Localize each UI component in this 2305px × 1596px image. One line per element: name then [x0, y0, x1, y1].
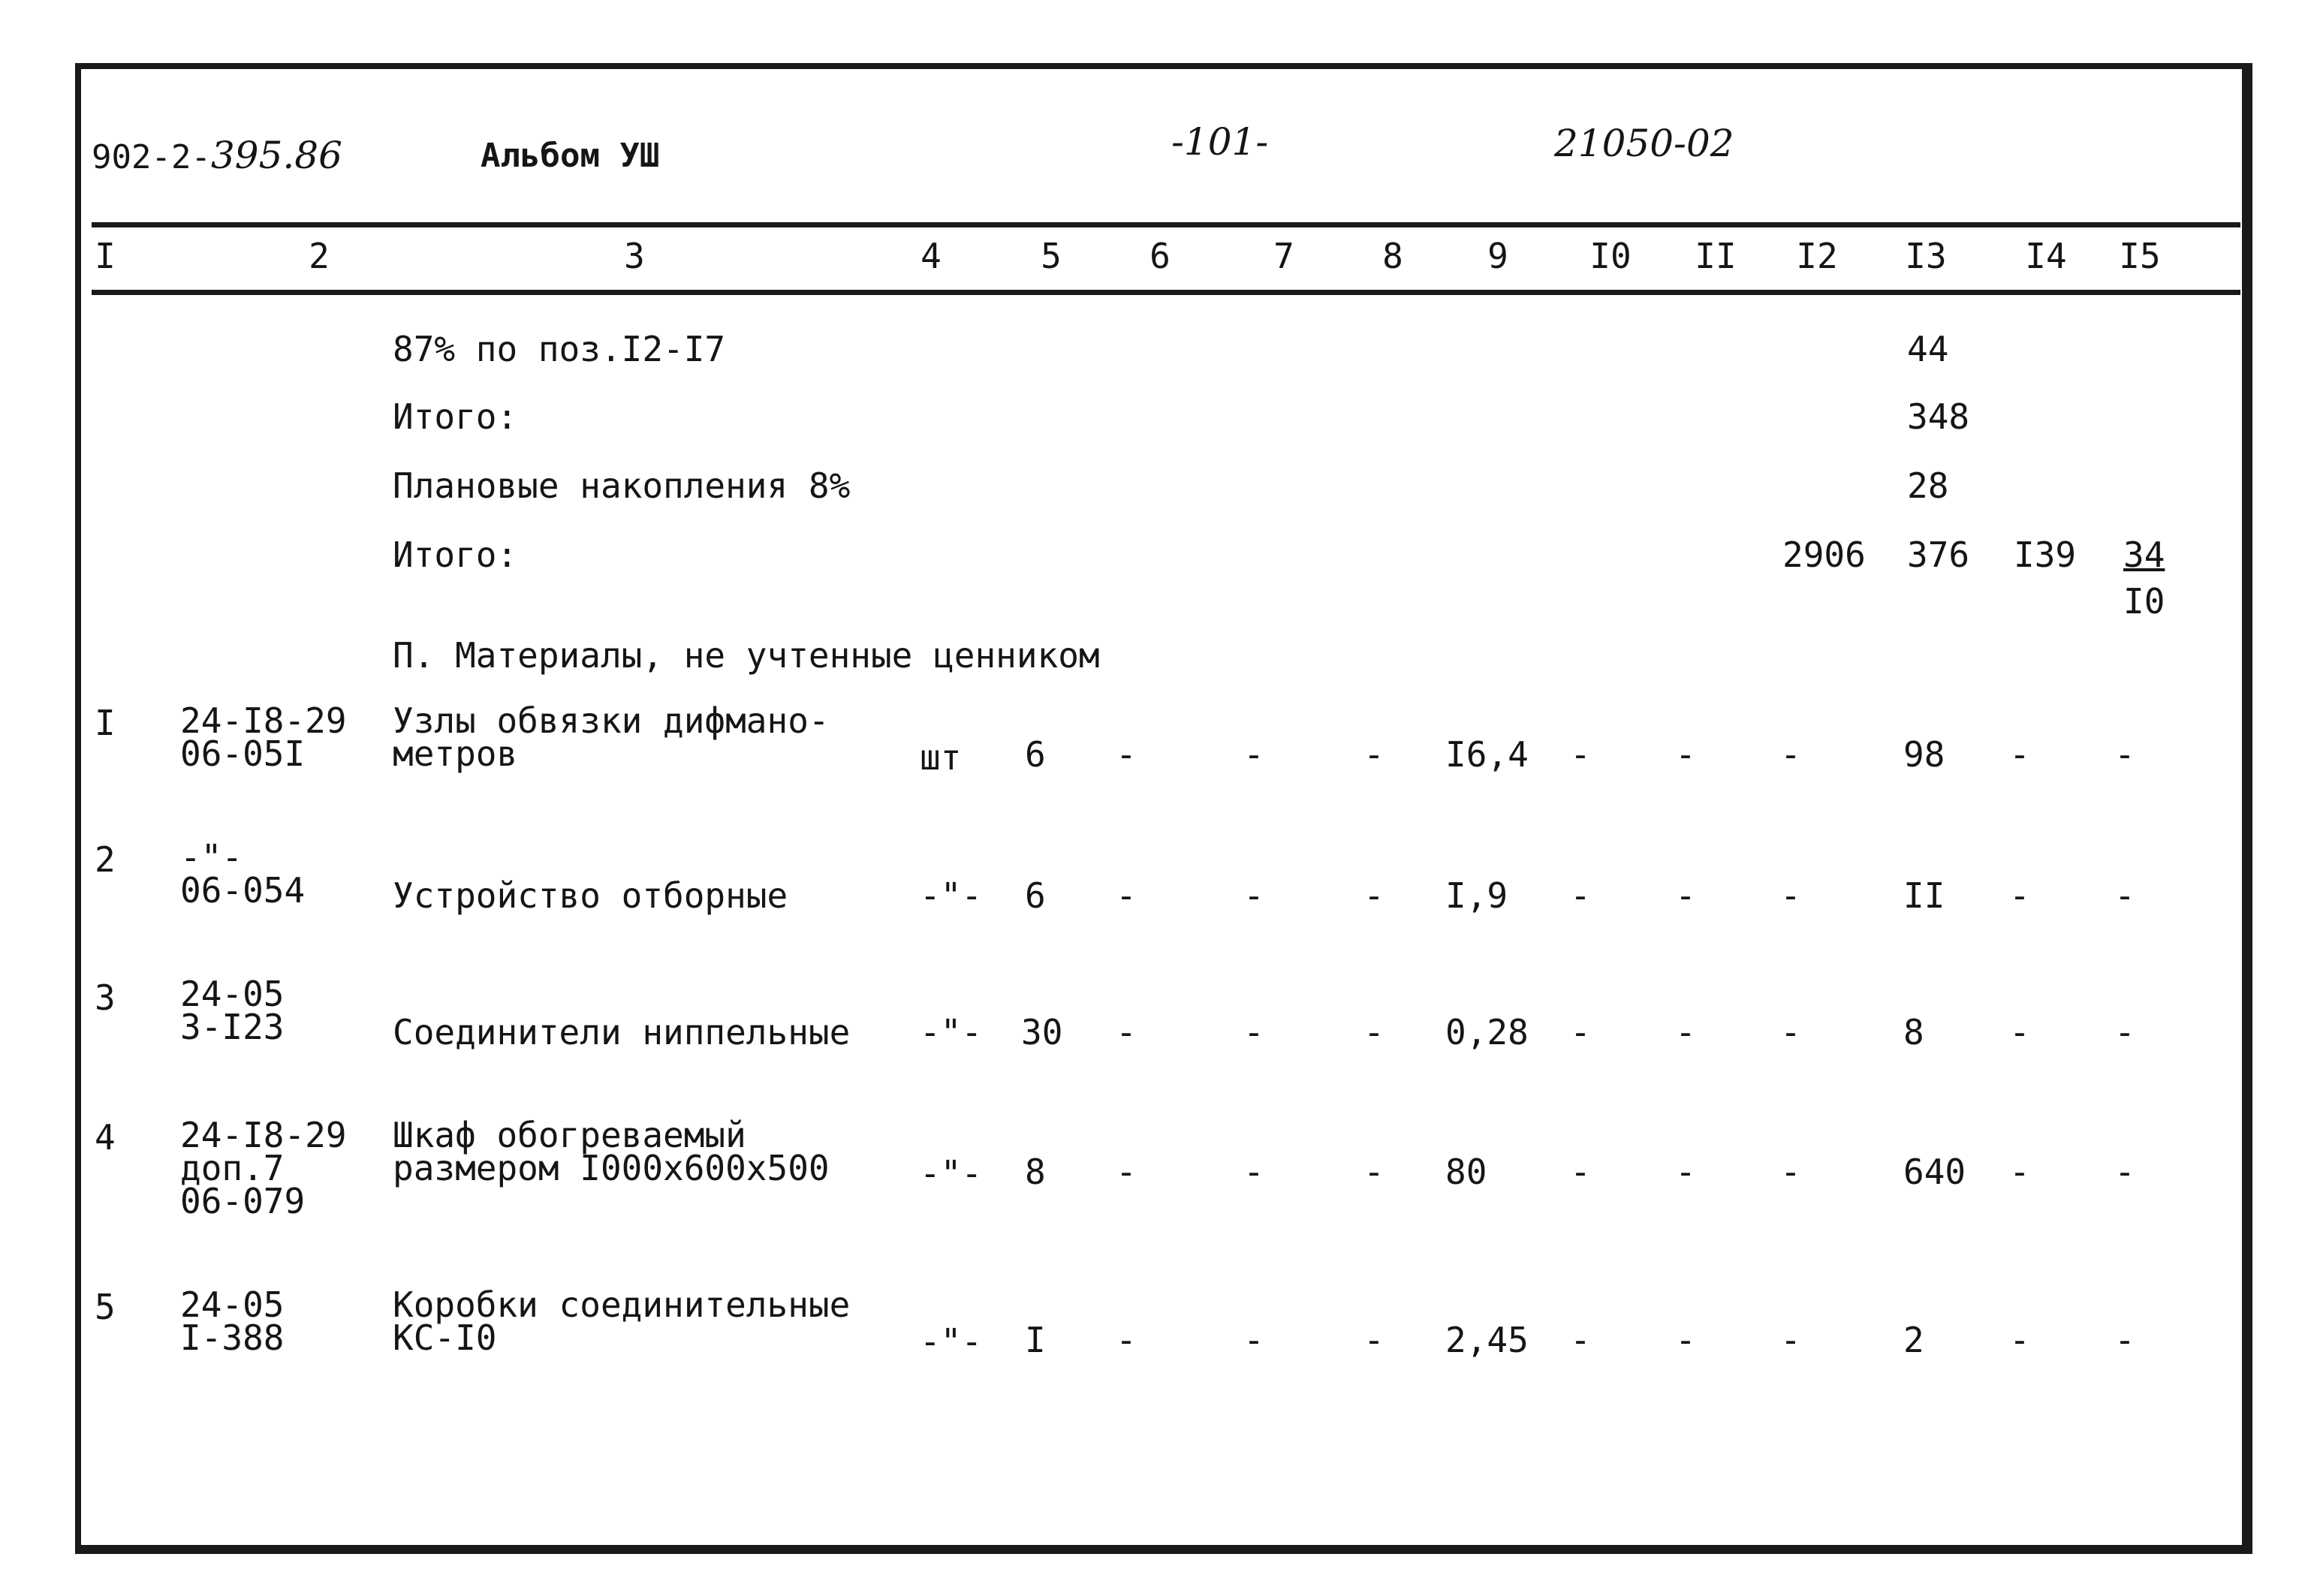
- row-qty: 6: [1025, 875, 1046, 916]
- row-c14: -: [2009, 875, 2030, 916]
- doc-code: 902-2-395.86: [92, 134, 342, 177]
- summary-label: Итого:: [393, 396, 518, 437]
- row-c7: -: [1243, 734, 1264, 775]
- row-total: 640: [1903, 1152, 1966, 1192]
- column-header: I0: [1589, 236, 1632, 276]
- row-c10: -: [1570, 1152, 1591, 1192]
- column-header: 8: [1382, 236, 1403, 276]
- row-code: -"- 06-054: [180, 837, 306, 911]
- column-header: 7: [1273, 236, 1294, 276]
- column-header: 5: [1041, 236, 1062, 276]
- summary-value: 44: [1907, 329, 1949, 369]
- row-c11: -: [1675, 875, 1696, 916]
- column-header: I5: [2119, 236, 2161, 276]
- row-number: I: [95, 703, 116, 743]
- row-c15: -: [2114, 734, 2135, 775]
- header-rule-top: [92, 222, 2240, 227]
- doc-code-handwritten: 395.86: [210, 134, 342, 177]
- row-c14: -: [2009, 1152, 2030, 1192]
- row-price: 2,45: [1445, 1320, 1529, 1360]
- row-c10: -: [1570, 1012, 1591, 1052]
- row-c11: -: [1675, 1320, 1696, 1360]
- album-label: Альбом УШ: [481, 137, 660, 175]
- row-c15: -: [2114, 1320, 2135, 1360]
- row-c14: -: [2009, 1320, 2030, 1360]
- row-code: 24-05 3-I23: [180, 974, 285, 1047]
- column-header: I: [95, 236, 116, 276]
- row-qty: 8: [1025, 1152, 1046, 1192]
- summary-value: 2906: [1782, 535, 1866, 575]
- row-c8: -: [1363, 1320, 1385, 1360]
- row-c6: -: [1116, 1320, 1137, 1360]
- row-c11: -: [1675, 1012, 1696, 1052]
- row-unit: -"-: [920, 1321, 983, 1362]
- row-name: Устройство отборные: [393, 875, 788, 916]
- page-number: -101-: [1171, 120, 1269, 164]
- header-rule-bottom: [92, 290, 2240, 295]
- row-number: 5: [95, 1287, 116, 1327]
- summary-value: 376: [1907, 535, 1970, 575]
- row-c8: -: [1363, 1152, 1385, 1192]
- row-price: 80: [1445, 1152, 1487, 1192]
- row-code: 24-I8-29 доп.7 06-079: [180, 1115, 347, 1221]
- row-number: 4: [95, 1117, 116, 1158]
- row-c15: -: [2114, 875, 2135, 916]
- row-name: Соединители ниппельные: [393, 1012, 851, 1052]
- row-c11: -: [1675, 734, 1696, 775]
- row-c7: -: [1243, 1320, 1264, 1360]
- row-c8: -: [1363, 1012, 1385, 1052]
- row-c12: -: [1780, 1320, 1801, 1360]
- row-unit: -"-: [920, 875, 983, 916]
- row-total: 2: [1903, 1320, 1924, 1360]
- row-c6: -: [1116, 1152, 1137, 1192]
- row-total: II: [1903, 875, 1945, 916]
- summary-value: 28: [1907, 465, 1949, 506]
- row-qty: I: [1025, 1320, 1046, 1360]
- row-unit: -"-: [920, 1012, 983, 1052]
- row-name: Узлы обвязки дифмано- метров: [393, 700, 830, 774]
- row-c10: -: [1570, 734, 1591, 775]
- row-price: I,9: [1445, 875, 1508, 916]
- column-header: 4: [920, 236, 942, 276]
- row-c12: -: [1780, 1012, 1801, 1052]
- row-c7: -: [1243, 1012, 1264, 1052]
- column-header: 3: [624, 236, 645, 276]
- row-name: Шкаф обогреваемый размером I000х600х500: [393, 1115, 830, 1188]
- row-c12: -: [1780, 875, 1801, 916]
- column-header: I2: [1796, 236, 1838, 276]
- row-c15: -: [2114, 1012, 2135, 1052]
- summary-label: 87% по поз.I2-I7: [393, 329, 726, 369]
- row-qty: 30: [1021, 1012, 1063, 1052]
- column-header: I4: [2025, 236, 2067, 276]
- column-header: II: [1695, 236, 1737, 276]
- row-price: I6,4: [1445, 734, 1529, 775]
- row-price: 0,28: [1445, 1012, 1529, 1052]
- row-c8: -: [1363, 734, 1385, 775]
- summary-fraction-top: 34: [2123, 535, 2165, 575]
- row-c14: -: [2009, 1012, 2030, 1052]
- row-qty: 6: [1025, 734, 1046, 775]
- row-unit: -"-: [920, 1153, 983, 1194]
- summary-label: Итого:: [393, 535, 518, 575]
- row-c6: -: [1116, 875, 1137, 916]
- column-header: 9: [1487, 236, 1508, 276]
- column-header: 2: [309, 236, 330, 276]
- summary-value: 348: [1907, 396, 1970, 437]
- row-number: 3: [95, 977, 116, 1018]
- row-c10: -: [1570, 1320, 1591, 1360]
- row-c15: -: [2114, 1152, 2135, 1192]
- summary-value: I39: [2014, 535, 2077, 575]
- summary-label: Плановые накопления 8%: [393, 465, 851, 506]
- column-header: I3: [1905, 236, 1947, 276]
- row-total: 8: [1903, 1012, 1924, 1052]
- row-name: Коробки соединительные КС-I0: [393, 1284, 851, 1358]
- row-unit: шт: [920, 737, 962, 778]
- column-header: 6: [1149, 236, 1171, 276]
- row-total: 98: [1903, 734, 1945, 775]
- row-c12: -: [1780, 734, 1801, 775]
- sheet-code: 21050-02: [1554, 122, 1734, 165]
- row-c8: -: [1363, 875, 1385, 916]
- row-c11: -: [1675, 1152, 1696, 1192]
- row-c10: -: [1570, 875, 1591, 916]
- row-c14: -: [2009, 734, 2030, 775]
- row-code: 24-I8-29 06-05I: [180, 700, 347, 774]
- row-c12: -: [1780, 1152, 1801, 1192]
- summary-fraction-bottom: I0: [2123, 581, 2165, 622]
- section-title: П. Материалы, не учтенные ценником: [393, 635, 1100, 676]
- row-code: 24-05 I-388: [180, 1284, 285, 1358]
- row-c6: -: [1116, 1012, 1137, 1052]
- row-number: 2: [95, 839, 116, 880]
- row-c7: -: [1243, 875, 1264, 916]
- row-c7: -: [1243, 1152, 1264, 1192]
- row-c6: -: [1116, 734, 1137, 775]
